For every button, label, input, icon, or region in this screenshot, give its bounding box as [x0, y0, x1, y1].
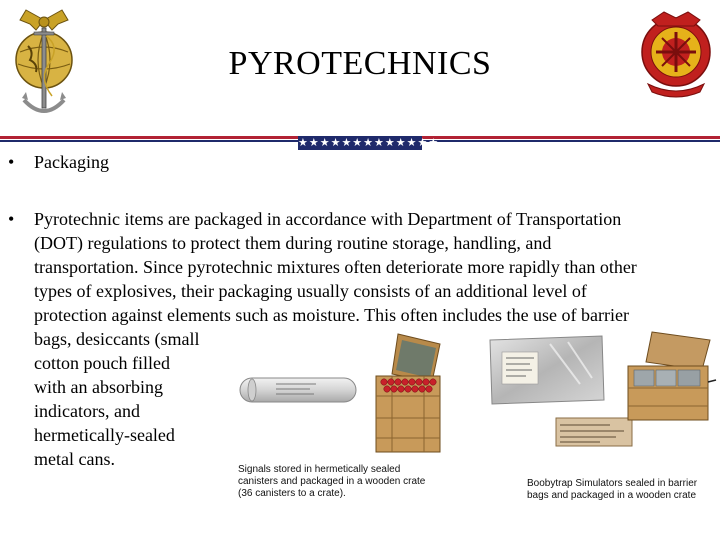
signals-caption: [238, 464, 425, 500]
paragraph-line: transportation. Since pyrotechnic mixtures often deteriorate more rapidly than other: [34, 257, 637, 277]
boobytrap-caption: [527, 478, 697, 502]
slide-title: PYROTECHNICS: [228, 45, 492, 82]
paragraph-line: metal cans.: [34, 449, 115, 469]
unit-seal-icon: [638, 6, 714, 98]
bullet-dot: •: [8, 209, 15, 229]
caption-line: Boobytrap Simulators sealed in barrier: [527, 478, 698, 489]
paragraph-line: (DOT) regulations to protect them during routine storage, handling, and: [34, 233, 552, 253]
barrier-bag-photo: [488, 334, 606, 406]
caption-line: canisters and packaged in a wooden crate: [238, 476, 426, 487]
caption-line: bags and packaged in a wooden crate: [527, 490, 697, 501]
caption-line: Signals stored in hermetically sealed: [238, 464, 401, 475]
bullet-dot: •: [8, 152, 15, 172]
canister-photo: [236, 372, 360, 408]
paragraph-line: bags, desiccants (small: [34, 329, 200, 349]
paragraph-line: types of explosives, their packaging usually consists of an additional level of: [34, 281, 587, 301]
paragraph-line: indicators, and: [34, 401, 140, 421]
paragraph-line: Pyrotechnic items are packaged in accordance with Department of Transportation: [34, 209, 622, 229]
stars-banner: ★★★★★★★★★★★★★: [298, 136, 440, 149]
caption-line: (36 canisters to a crate).: [238, 488, 346, 499]
paragraph-line: with an absorbing: [34, 377, 163, 397]
signals-crate-photo: [370, 330, 446, 456]
bullet-text: Packaging: [34, 152, 109, 172]
simulator-crate-photo: [622, 330, 718, 424]
paragraph-line: cotton pouch filled: [34, 353, 170, 373]
paragraph-line: protection against elements such as moisture. This often includes the use of barrier: [34, 305, 630, 325]
paragraph-line: hermetically-sealed: [34, 425, 175, 445]
